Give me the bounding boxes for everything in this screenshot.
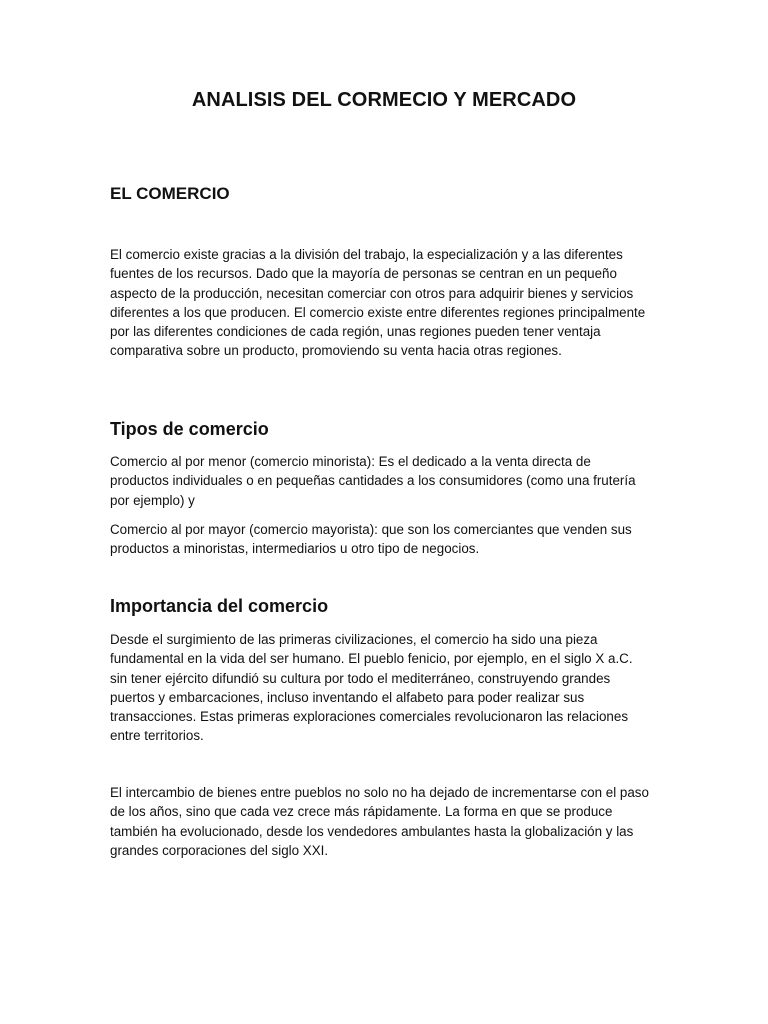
document-title: ANALISIS DEL CORMECIO Y MERCADO [191, 89, 577, 111]
paragraph-comercio-mayorista: Comercio al por mayor (comercio mayorista): que son los comerciantes que venden sus productos a minoristas, intermediarios u otro tipo de negocios. [110, 522, 632, 557]
section-heading-el-comercio: EL COMERCIO [110, 184, 230, 203]
paragraph-comercio-minorista: Comercio al por menor (comercio minorista): Es el dedicado a la venta directa de productos individuales o en pequeñas cantidades a los consumidores (como una frutería por ejemplo) y [110, 454, 636, 508]
paragraph-intercambio-de-bienes: El intercambio de bienes entre pueblos no solo no ha dejado de incrementarse con el paso de los años, sino que cada vez crece más rápidamente. La forma en que se produce también ha evolucionado, desde los vendedores ambulantes hasta la globalización y las grandes corporaciones del siglo XXI. [110, 785, 649, 858]
section-heading-tipos-de-comercio: Tipos de comercio [110, 419, 269, 439]
paragraph-el-comercio: El comercio existe gracias a la división del trabajo, la especialización y a las diferentes fuentes de los recursos. Dado que la mayoría de personas se centran en un pequeño aspecto de la producción, necesitan comerciar con otros para adquirir bienes y servicios diferentes a los que producen. El comercio existe entre diferentes regiones principalmente por las diferentes condiciones de cada región, unas regiones pueden tener ventaja comparativa sobre un producto, promoviendo su venta hacia otras regiones. [110, 247, 646, 359]
paragraph-importancia-historia: Desde el surgimiento de las primeras civilizaciones, el comercio ha sido una pieza fundamental en la vida del ser humano. El pueblo fenicio, por ejemplo, en el siglo X a.C. sin tener ejército difundió su cultura por todo el mediterráneo, construyendo grandes puertos y embarcaciones, incluso inventando el alfabeto para poder realizar sus transacciones. Estas primeras exploraciones comerciales revolucionaron las relaciones entre territorios. [110, 632, 633, 744]
section-heading-importancia-del-comercio: Importancia del comercio [110, 596, 329, 616]
